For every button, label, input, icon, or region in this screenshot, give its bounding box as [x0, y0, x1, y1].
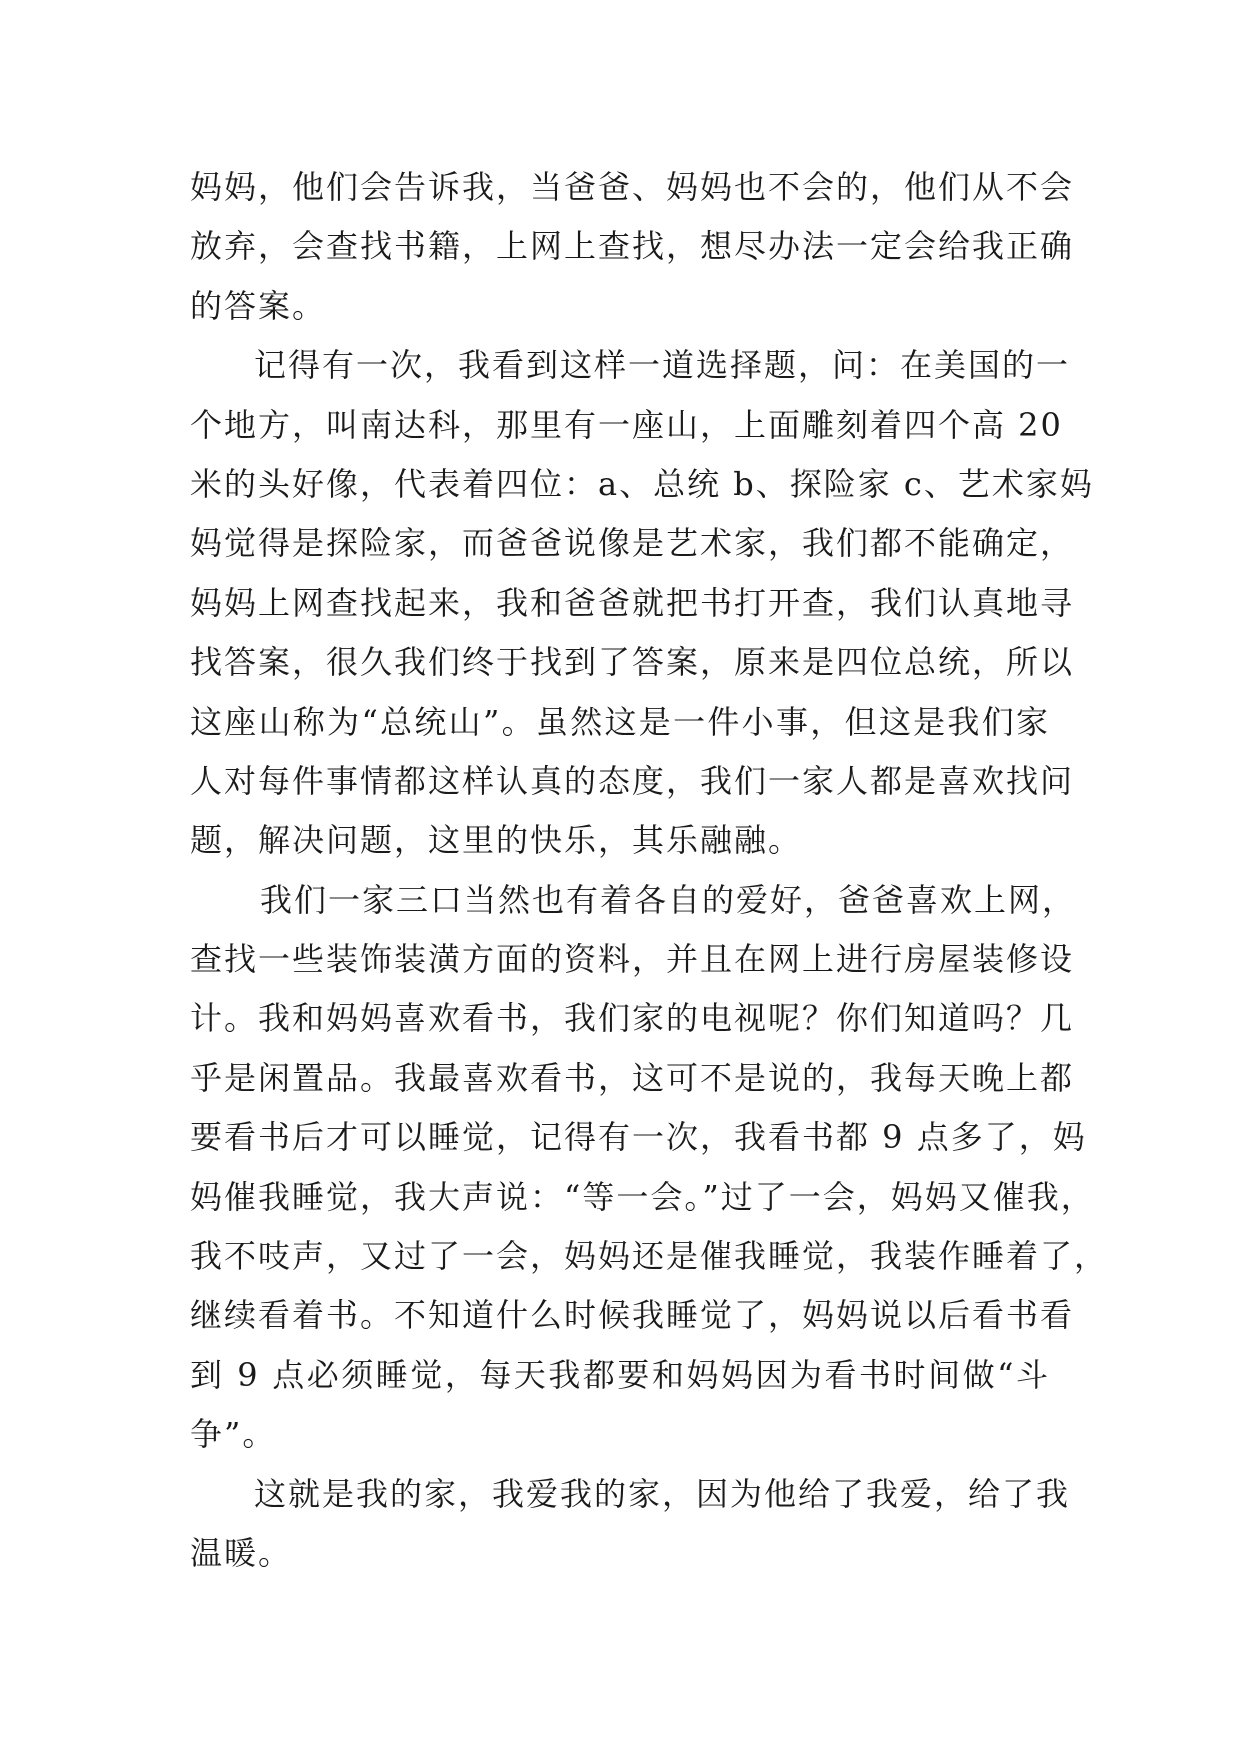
document-body — [190, 158, 1109, 1583]
text-line: 记得有一次，我看到这样一道选择题，问：在美国的一 — [254, 346, 1071, 385]
text-line: 的答案。 — [190, 286, 327, 325]
text-line: 查找一些装饰装潢方面的资料，并且在网上进行房屋装修设 — [190, 940, 1075, 979]
paragraph — [190, 336, 1094, 871]
text-line: 计。我和妈妈喜欢看书，我们家的电视呢？你们知道吗？几 — [190, 999, 1075, 1038]
text-line: 温暖。 — [190, 1533, 293, 1572]
text-line: 这座山称为“总统山”。虽然这是一件小事，但这是我们家 — [190, 702, 1050, 741]
text-line: 找答案，很久我们终于找到了答案，原来是四位总统，所以 — [190, 643, 1075, 682]
text-line: 我不吱声，又过了一会，妈妈还是催我睡觉，我装作睡着了， — [190, 1237, 1109, 1276]
text-line: 个地方，叫南达科，那里有一座山，上面雕刻着四个高 20 — [190, 405, 1063, 444]
text-line: 妈妈，他们会告诉我，当爸爸、妈妈也不会的，他们从不会 — [190, 168, 1075, 206]
text-line: 继续看着书。不知道什么时候我睡觉了，妈妈说以后看书看 — [190, 1296, 1075, 1335]
paragraph — [190, 1465, 1071, 1584]
text-line: 人对每件事情都这样认真的态度，我们一家人都是喜欢找问 — [190, 761, 1075, 800]
text-line: 题，解决问题，这里的快乐，其乐融融。 — [190, 821, 803, 860]
text-line: 乎是闲置品。我最喜欢看书，这可不是说的，我每天晚上都 — [190, 1058, 1075, 1097]
text-line: 妈催我睡觉，我大声说：“等一会。”过了一会，妈妈又催我， — [190, 1177, 1095, 1216]
text-line: 米的头好像，代表着四位：a、总统 b、探险家 c、艺术家妈 — [190, 464, 1094, 503]
text-line: 放弃，会查找书籍，上网上查找，想尽办法一定会给我正确 — [190, 227, 1075, 266]
paragraph — [190, 871, 1109, 1465]
text-line: 要看书后才可以睡觉，记得有一次，我看书都 9 点多了，妈 — [190, 1118, 1087, 1157]
text-line: 妈妈上网查找起来，我和爸爸就把书打开查，我们认真地寻 — [190, 583, 1075, 622]
text-line: 到 9 点必须睡觉，每天我都要和妈妈因为看书时间做“斗 — [190, 1355, 1050, 1394]
text-line: 这就是我的家，我爱我的家，因为他给了我爱，给了我 — [254, 1474, 1071, 1513]
paragraph — [190, 158, 1075, 336]
text-line: 妈觉得是探险家，而爸爸说像是艺术家，我们都不能确定， — [190, 524, 1075, 563]
text-line: 争”。 — [190, 1415, 277, 1454]
text-line: 我们一家三口当然也有着各自的爱好，爸爸喜欢上网， — [260, 880, 1077, 919]
